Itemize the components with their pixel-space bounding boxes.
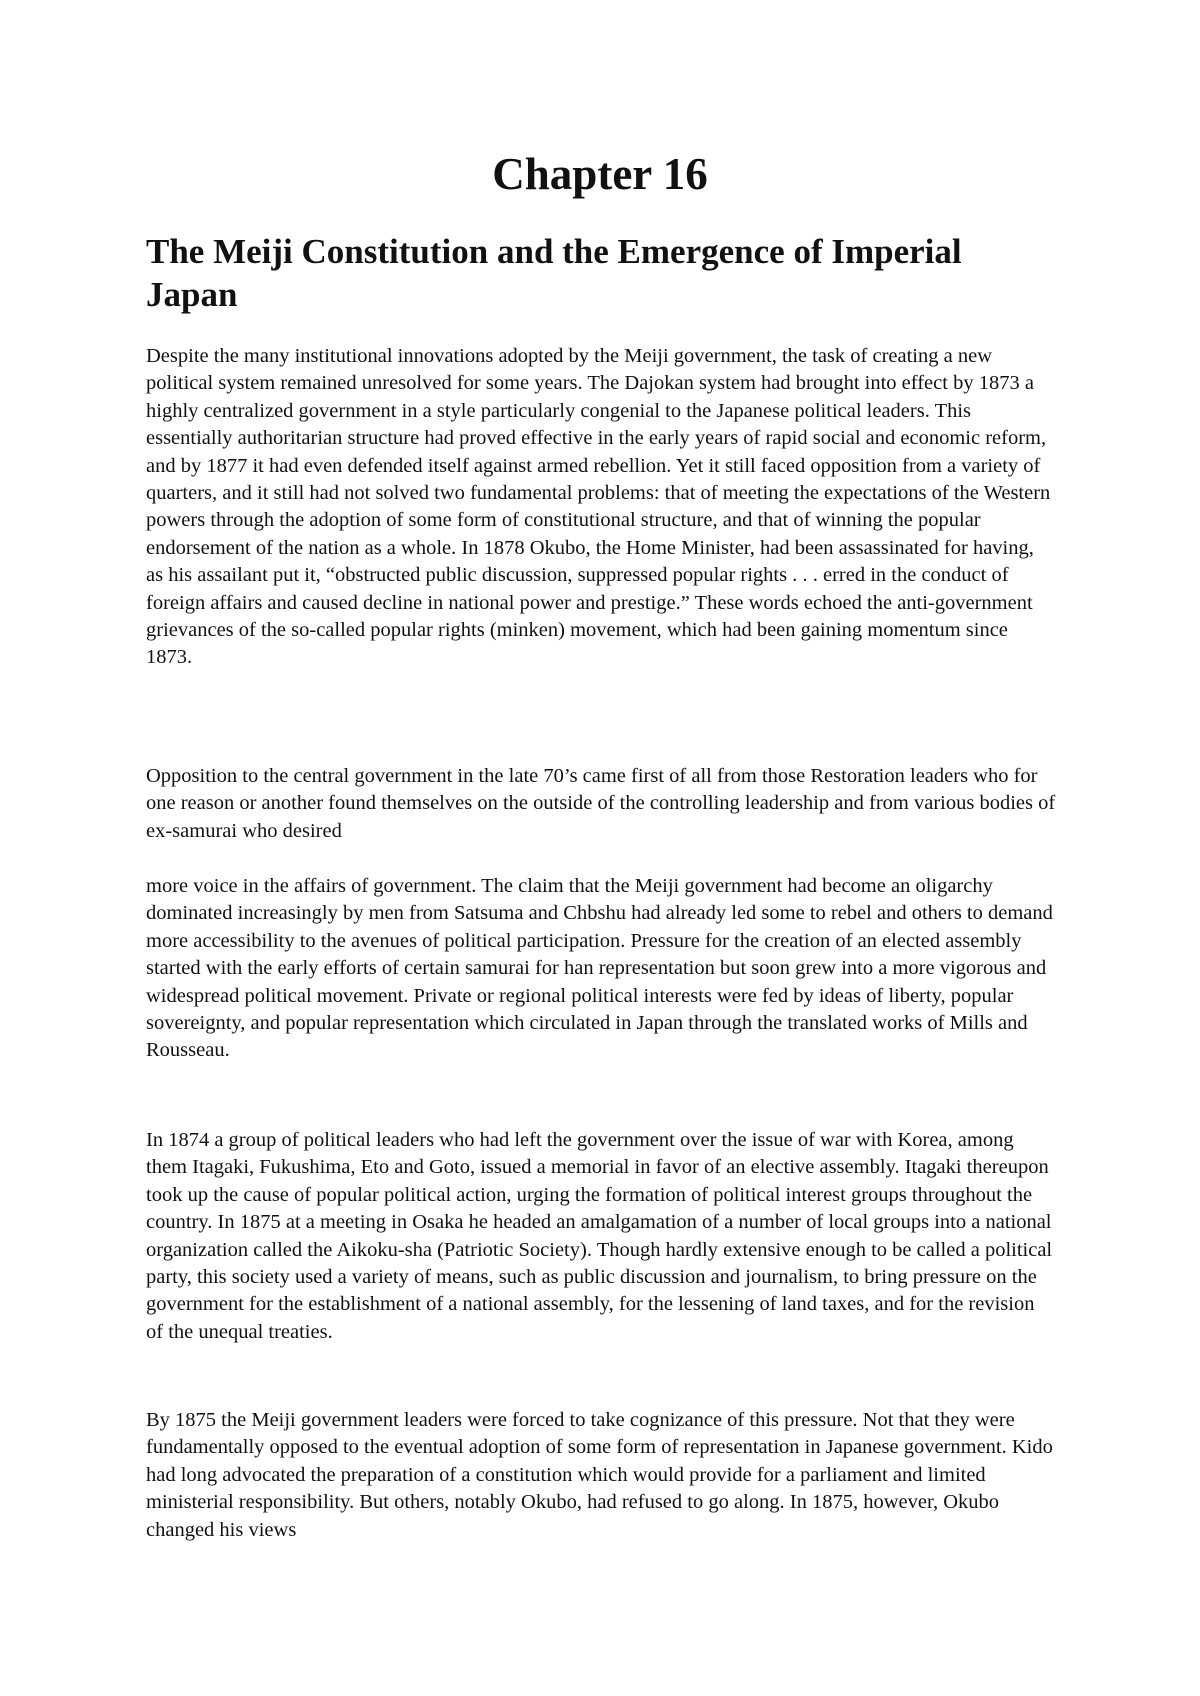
paragraph: Despite the many institutional innovations adopted by the Meiji government, the task of creating a new political system remained unresolved for some years. The Dajokan system had brought into effect by 1873 a highly centralized government in a style particularly congenial to the Japanese political leaders. This essentially authoritarian structure had proved effective in the early years of rapid social and economic reform, and by 1877 it had even defended itself against armed rebellion. Yet it still faced opposition from a variety of quarters, and it still had not solved two fundamental problems: that of meeting the expectations of the Western powers through the adoption of some form of constitutional structure, and that of winning the popular endorsement of the nation as a whole. In 1878 Okubo, the Home Minister, had been assassinated for having, as his assailant put it, “obstructed public discussion, suppressed popular rights . . . erred in the conduct of foreign affairs and caused decline in national power and prestige.” These words echoed the anti-government grievances of the so-called popular rights (minken) movement, which had been gaining momentum since 1873. — [146, 345, 1051, 669]
paragraph: In 1874 a group of political leaders who had left the government over the issue of war with Korea, among them Itagaki, Fukushima, Eto and Goto, issued a memorial in favor of an elective assembly. Itagaki thereupon took up the cause of popular political action, urging the formation of political interest groups throughout the country. In 1875 at a meeting in Osaka he headed an amalgamation of a number of local groups into a national organization called the Aikoku-sha (Patriotic Society). Though hardly extensive enough to be called a political party, this society used a variety of means, such as public discussion and journalism, to bring pressure on the government for the establishment of a national assembly, for the lessening of land taxes, and for the revision of the unequal treaties. — [146, 1129, 1053, 1343]
paragraph: Opposition to the central government in the late 70’s came first of all from those Restoration leaders who for one reason or another found themselves on the outside of the controlling leadership and from various bodies of ex-samurai who desired — [146, 765, 1056, 842]
paragraph: By 1875 the Meiji government leaders were forced to take cognizance of this pressure. Not that they were fundamentally opposed to the eventual adoption of some form of representation in Japanese government. Kido had long advocated the preparation of a constitution which would provide for a parliament and limited ministerial responsibility. But others, notably Okubo, had refused to go along. In 1875, however, Okubo changed his views — [146, 1409, 1053, 1541]
chapter-title: Chapter 16 — [492, 149, 708, 199]
paragraph: more voice in the affairs of government. The claim that the Meiji government had become an oligarchy dominated increasingly by men from Satsuma and Chbshu had already led some to rebel and others to demand more accessibility to the avenues of political participation. Pressure for the creation of an elected assembly started with the early efforts of certain samurai for han representation but soon grew into a more vigorous and widespread political movement. Private or regional political interests were fed by ideas of liberty, popular sovereignty, and popular representation which circulated in Japan through the translated works of Mills and Rousseau. — [146, 875, 1053, 1062]
section-title: The Meiji Constitution and the Emergence of Imperial Japan — [146, 232, 962, 314]
